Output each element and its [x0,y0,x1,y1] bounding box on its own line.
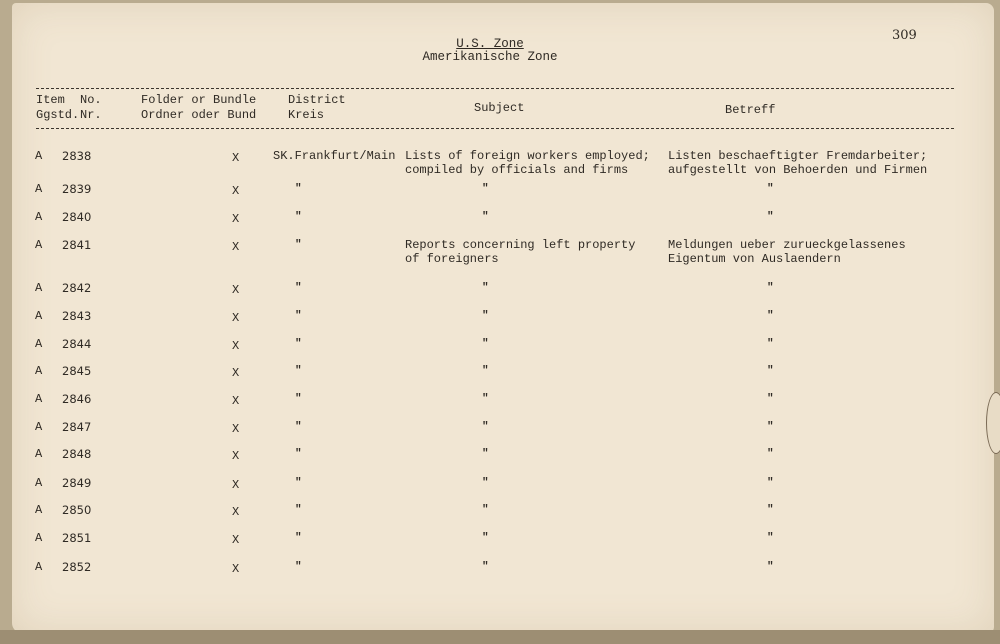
row-folder-mark: X [232,240,240,254]
row-betreff: " [767,448,774,460]
row-subject: " [482,393,489,405]
row-folder-mark: X [232,151,240,165]
row-subject: " [482,477,489,489]
row-number: 2840 [62,210,92,224]
row-item-code: A [35,420,43,434]
row-betreff: " [767,477,774,489]
row-number: 2839 [62,182,92,196]
row-subject: " [482,310,489,322]
row-number: 2838 [62,149,92,163]
header-district-de: Kreis [288,108,325,122]
row-subject: " [482,421,489,433]
row-item-code: A [35,447,43,461]
row-subject: Reports concerning left property [405,238,636,252]
row-item-code: A [35,149,43,163]
row-item-code: A [35,210,43,224]
header-district-en: District [288,93,346,107]
row-betreff: " [767,421,774,433]
row-district: " [295,338,302,350]
row-district: " [295,504,302,516]
row-subject: " [482,211,489,223]
header-no-de: Nr. [80,108,102,122]
row-item-code: A [35,309,43,323]
row-district: " [295,365,302,377]
header-subject: Subject [474,101,525,115]
row-folder-mark: X [232,339,240,353]
row-subject: " [482,532,489,544]
binder-tab [986,392,1000,454]
row-item-code: A [35,503,43,517]
row-folder-mark: X [232,422,240,436]
row-folder-mark: X [232,562,240,576]
row-folder-mark: X [232,449,240,463]
row-district: " [295,211,302,223]
row-subject: " [482,183,489,195]
header-no [80,93,102,123]
row-district: " [295,183,302,195]
row-subject: " [482,448,489,460]
row-item-code: A [35,238,43,252]
row-district: " [295,448,302,460]
row-betreff: Meldungen ueber zurueckgelassenes [668,238,906,252]
row-betreff: " [767,338,774,350]
row-betreff: " [767,561,774,573]
header-item-de: Ggstd. [36,108,80,122]
row-betreff: Listen beschaeftigter Fremdarbeiter; [668,149,928,163]
zone-title-en: U.S. Zone [456,37,524,51]
row-betreff: Eigentum von Auslaendern [668,252,841,266]
row-folder-mark: X [232,184,240,198]
row-folder-mark: X [232,283,240,297]
row-subject: " [482,365,489,377]
row-subject: Lists of foreign workers employed; [405,149,650,163]
header-rule-bottom [36,128,954,129]
row-item-code: A [35,281,43,295]
header-item-en: Item [36,93,65,107]
row-item-code: A [35,337,43,351]
header-folder-en: Folder or Bundle [141,93,257,107]
row-district: " [295,393,302,405]
row-number: 2842 [62,281,92,295]
page-number: 309 [892,28,917,43]
row-number: 2852 [62,560,92,574]
row-folder-mark: X [232,311,240,325]
row-number: 2844 [62,337,92,351]
row-subject: " [482,561,489,573]
row-number: 2846 [62,392,92,406]
row-district: " [295,561,302,573]
row-district: " [295,282,302,294]
row-item-code: A [35,560,43,574]
row-betreff: " [767,282,774,294]
header-rule-top [36,88,954,89]
row-district: " [295,239,302,251]
row-folder-mark: X [232,505,240,519]
header-folder [141,93,256,123]
row-item-code: A [35,476,43,490]
row-subject: " [482,282,489,294]
row-number: 2850 [62,503,92,517]
row-folder-mark: X [232,478,240,492]
row-number: 2848 [62,447,92,461]
header-folder-de: Ordner oder Bund [141,108,257,122]
row-betreff: " [767,211,774,223]
zone-title [400,38,580,64]
header-no-en: No. [80,93,102,107]
row-item-code: A [35,182,43,196]
row-betreff: aufgestellt von Behoerden und Firmen [668,163,928,177]
row-folder-mark: X [232,212,240,226]
row-betreff: " [767,310,774,322]
row-number: 2845 [62,364,92,378]
row-district: " [295,421,302,433]
row-item-code: A [35,392,43,406]
row-district: SK.Frankfurt/Main [273,149,396,163]
row-subject: " [482,504,489,516]
row-betreff: " [767,365,774,377]
row-betreff: " [767,183,774,195]
zone-title-de: Amerikanische Zone [422,50,558,64]
row-subject: compiled by officials and firms [405,163,629,177]
row-number: 2843 [62,309,92,323]
row-betreff: " [767,393,774,405]
row-folder-mark: X [232,366,240,380]
header-district [288,93,346,123]
row-number: 2847 [62,420,92,434]
page-edge-shadow [0,630,1000,644]
row-folder-mark: X [232,394,240,408]
row-subject: of foreigners [405,252,499,266]
row-betreff: " [767,504,774,516]
row-betreff: " [767,532,774,544]
row-item-code: A [35,364,43,378]
row-number: 2851 [62,531,92,545]
row-district: " [295,477,302,489]
row-number: 2849 [62,476,92,490]
row-district: " [295,310,302,322]
header-item [36,93,79,123]
row-folder-mark: X [232,533,240,547]
header-betreff: Betreff [725,103,776,117]
row-subject: " [482,338,489,350]
row-district: " [295,532,302,544]
row-number: 2841 [62,238,92,252]
row-item-code: A [35,531,43,545]
